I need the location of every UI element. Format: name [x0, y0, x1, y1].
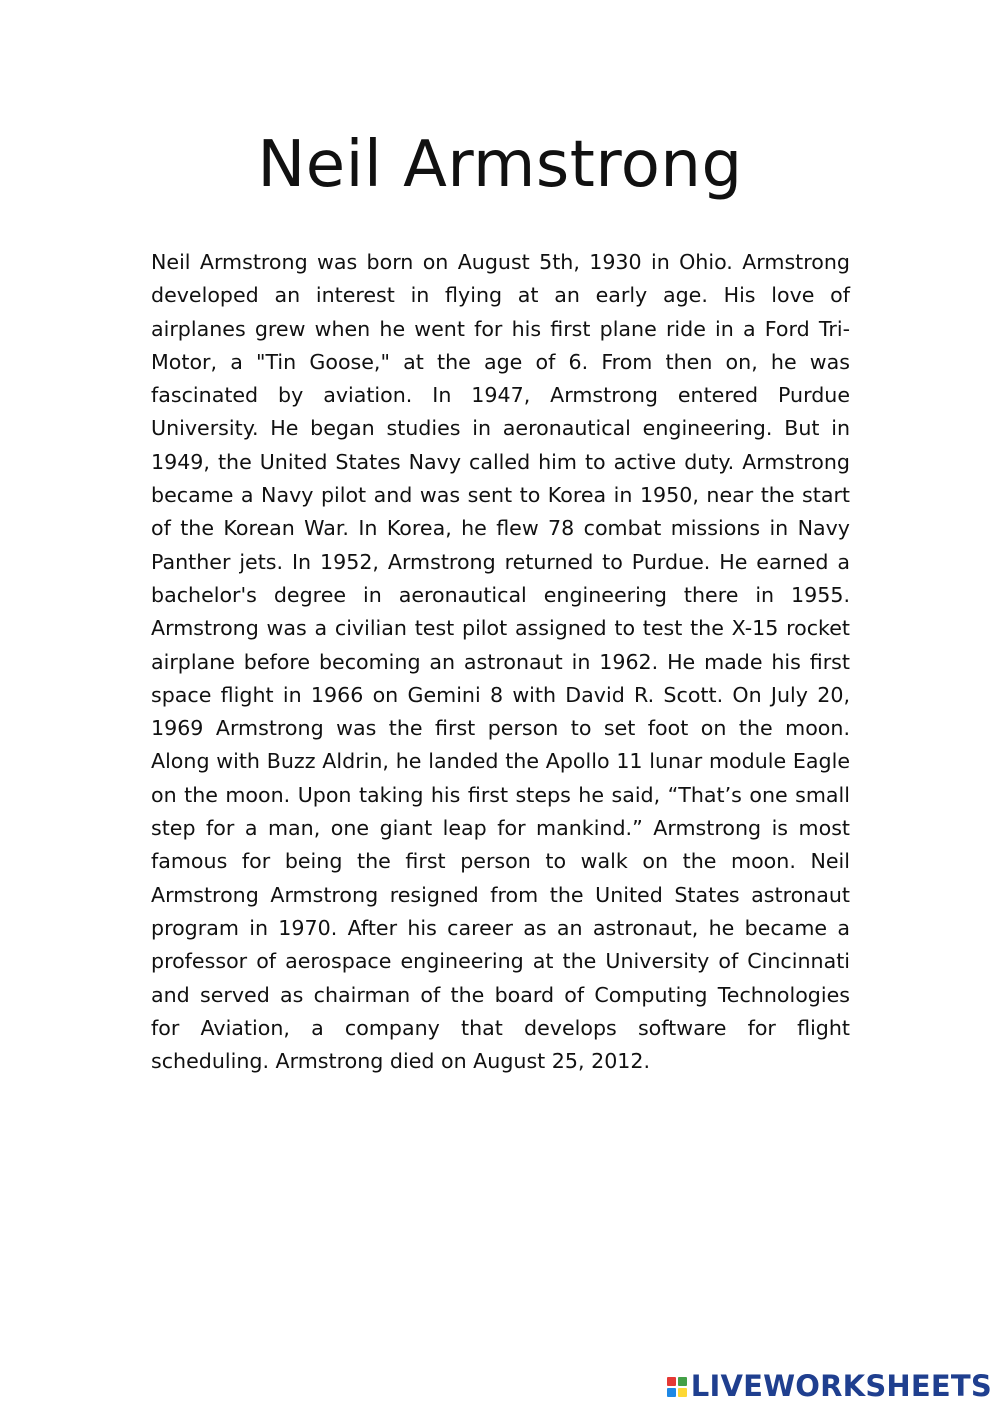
logo-square-green: [678, 1377, 687, 1386]
logo-text: LIVEWORKSHEETS: [690, 1369, 992, 1403]
logo-square-red: [667, 1377, 676, 1386]
logo-mark-icon: [667, 1377, 687, 1397]
liveworksheets-logo[interactable]: [667, 1369, 992, 1403]
logo-square-blue: [667, 1388, 676, 1397]
logo-square-yellow: [678, 1388, 687, 1397]
page-title: Neil Armstrong: [257, 128, 743, 202]
biography-paragraph: Neil Armstrong was born on August 5th, 1930 in Ohio. Armstrong developed an interest in flying at an early age. His love of airplanes grew when he went for his first plane ride in a Ford Tri-Motor, a "Tin Goose," at the age of 6. From then on, he was fascinated by aviation. In 1947, Armstrong entered Purdue University. He began studies in aeronautical engineering. But in 1949, the United States Navy called him to active duty. Armstrong became a Navy pilot and was sent to Korea in 1950, near the start of the Korean War. In Korea, he flew 78 combat missions in Navy Panther jets. In 1952, Armstrong returned to Purdue. He earned a bachelor's degree in aeronautical engineering there in 1955. Armstrong was a civilian test pilot assigned to test the X-15 rocket airplane before becoming an astronaut in 1962. He made his first space flight in 1966 on Gemini 8 with David R. Scott. On July 20, 1969 Armstrong was the first person to set foot on the moon. Along with Buzz Aldrin, he landed the Apollo 11 lunar module Eagle on the moon. Upon taking his first steps he said, “That’s one small step for a man, one giant leap for mankind.” Armstrong is most famous for being the first person to walk on the moon. Neil Armstrong Armstrong resigned from the United States astronaut program in 1970. After his career as an astronaut, he became a professor of aerospace engineering at the University of Cincinnati and served as chairman of the board of Computing Technologies for Aviation, a company that develops software for flight scheduling. Armstrong died on August 25, 2012.: [151, 250, 850, 1074]
